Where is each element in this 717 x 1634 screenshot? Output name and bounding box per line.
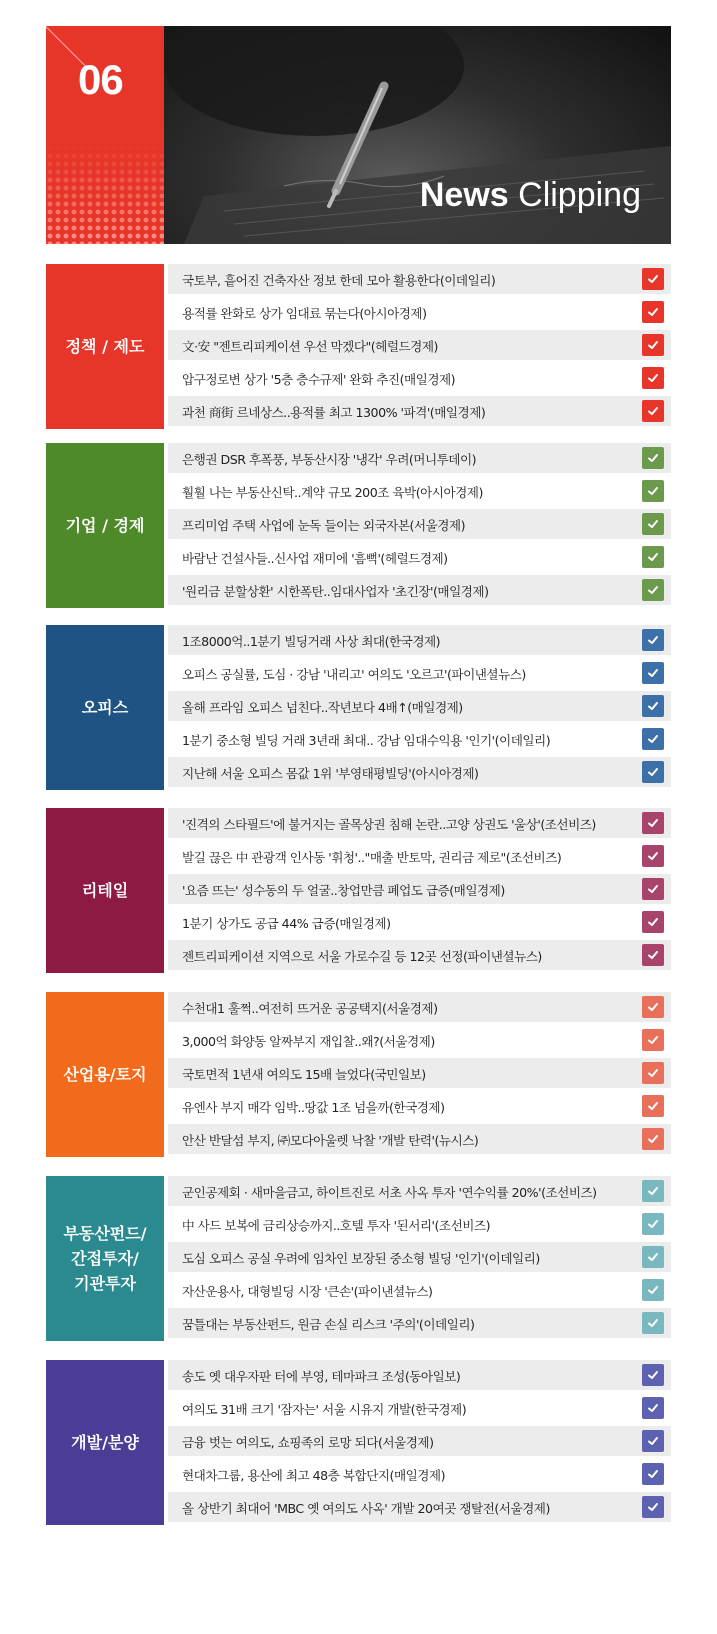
category-label: 부동산펀드/ 간접투자/ 기관투자 xyxy=(46,1176,164,1341)
news-section xyxy=(46,1360,671,1525)
checkmark-icon xyxy=(642,1279,664,1301)
section-number: 06 xyxy=(78,56,123,103)
news-item[interactable] xyxy=(168,1025,671,1055)
news-section xyxy=(46,808,671,973)
news-headline[interactable]: 프리미엄 주택 사업에 눈독 들이는 외국자본(서울경제) xyxy=(182,517,465,533)
news-item[interactable] xyxy=(168,297,671,327)
pen-writing-photo xyxy=(164,26,671,244)
checkmark-icon xyxy=(642,1213,664,1235)
news-headline[interactable]: 도심 오피스 공실 우려에 임차인 보장된 중소형 빌딩 '인기'(이데일리) xyxy=(182,1250,540,1266)
news-list xyxy=(164,625,671,790)
checkmark-icon xyxy=(642,367,664,389)
checkmark-icon xyxy=(642,662,664,684)
news-headline[interactable]: 오피스 공실률, 도심 · 강남 '내리고' 여의도 '오르고'(파이낸셜뉴스) xyxy=(182,666,526,682)
news-item[interactable] xyxy=(168,1242,671,1272)
news-headline[interactable]: 현대차그룹, 용산에 최고 48층 복합단지(매일경제) xyxy=(182,1467,446,1483)
checkmark-icon xyxy=(642,695,664,717)
category-label: 기업 / 경제 xyxy=(46,443,164,608)
checkmark-icon xyxy=(642,812,664,834)
news-headline[interactable]: 文·安 "젠트리피케이션 우선 막겠다"(헤럴드경제) xyxy=(182,338,438,354)
news-headline[interactable]: 지난해 서울 오피스 몸값 1위 '부영태평빌딩'(아시아경제) xyxy=(182,765,479,781)
news-headline[interactable]: 송도 옛 대우자판 터에 부영, 테마파크 조성(동아일보) xyxy=(182,1368,461,1384)
checkmark-icon xyxy=(642,546,664,568)
news-item[interactable] xyxy=(168,1360,671,1390)
news-item[interactable] xyxy=(168,509,671,539)
page-title xyxy=(420,176,641,215)
news-headline[interactable]: '진격의 스타필드'에 불거지는 골목상권 침해 논란..고양 상권도 '울상'(조선비즈) xyxy=(182,816,596,832)
checkmark-icon xyxy=(642,728,664,750)
category-label: 오피스 xyxy=(46,625,164,790)
news-headline[interactable]: 훨훨 나는 부동산신탁..계약 규모 200조 육박(아시아경제) xyxy=(182,484,483,500)
news-headline[interactable]: 올 상반기 최대어 'MBC 옛 여의도 사옥' 개발 20여곳 쟁탈전(서울경제) xyxy=(182,1500,550,1516)
checkmark-icon xyxy=(642,761,664,783)
checkmark-icon xyxy=(642,268,664,290)
news-headline[interactable]: 군인공제회 · 새마을금고, 하이트진로 서초 사옥 투자 '연수익률 20%'(조선비즈) xyxy=(182,1184,597,1200)
news-item[interactable] xyxy=(168,1209,671,1239)
checkmark-icon xyxy=(642,1397,664,1419)
news-item[interactable] xyxy=(168,874,671,904)
checkmark-icon xyxy=(642,944,664,966)
news-item[interactable] xyxy=(168,1492,671,1522)
news-item[interactable] xyxy=(168,1058,671,1088)
checkmark-icon xyxy=(642,911,664,933)
news-item[interactable] xyxy=(168,907,671,937)
news-headline[interactable]: 여의도 31배 크기 '잠자는' 서울 시유지 개발(한국경제) xyxy=(182,1401,467,1417)
checkmark-icon xyxy=(642,447,664,469)
halftone-dots xyxy=(46,144,164,244)
news-section xyxy=(46,264,671,429)
news-item[interactable] xyxy=(168,542,671,572)
section-number-block xyxy=(46,26,164,244)
news-item[interactable] xyxy=(168,625,671,655)
news-headline[interactable]: 발길 끊은 中 관광객 인사동 '휘청'.."매출 반토막, 권리금 제로"(조선비즈) xyxy=(182,849,562,865)
category-label: 정책 / 제도 xyxy=(46,264,164,429)
checkmark-icon xyxy=(642,1128,664,1150)
checkmark-icon xyxy=(642,1095,664,1117)
checkmark-icon xyxy=(642,1246,664,1268)
news-item[interactable] xyxy=(168,1091,671,1121)
news-headline[interactable]: 국토면적 1년새 여의도 15배 늘었다(국민일보) xyxy=(182,1066,426,1082)
news-item[interactable] xyxy=(168,691,671,721)
news-clipping-header xyxy=(46,26,671,244)
checkmark-icon xyxy=(642,334,664,356)
news-item[interactable] xyxy=(168,992,671,1022)
news-headline[interactable]: 용적률 완화로 상가 임대료 묶는다(아시아경제) xyxy=(182,305,427,321)
news-headline[interactable]: 국토부, 흩어진 건축자산 정보 한데 모아 활용한다(이데일리) xyxy=(182,272,496,288)
checkmark-icon xyxy=(642,629,664,651)
checkmark-icon xyxy=(642,1180,664,1202)
checkmark-icon xyxy=(642,480,664,502)
news-item[interactable] xyxy=(168,264,671,294)
news-item[interactable] xyxy=(168,1426,671,1456)
checkmark-icon xyxy=(642,1463,664,1485)
news-list xyxy=(164,1360,671,1525)
news-item[interactable] xyxy=(168,1308,671,1338)
news-headline[interactable]: 은행권 DSR 후폭풍, 부동산시장 '냉각' 우려(머니투데이) xyxy=(182,451,477,467)
news-item[interactable] xyxy=(168,476,671,506)
news-list xyxy=(164,264,671,429)
news-headline[interactable]: 안산 반달섬 부지, ㈜모다아울렛 낙찰 '개발 탄력'(뉴시스) xyxy=(182,1132,479,1148)
news-item[interactable] xyxy=(168,658,671,688)
news-section xyxy=(46,992,671,1157)
news-headline[interactable]: 과천 商街 르네상스..용적률 최고 1300% '파격'(매일경제) xyxy=(182,404,486,420)
news-headline[interactable]: 1분기 중소형 빌딩 거래 3년래 최대.. 강남 임대수익용 '인기'(이데일리) xyxy=(182,732,551,748)
checkmark-icon xyxy=(642,845,664,867)
news-headline[interactable]: 금융 벗는 여의도, 쇼핑족의 로망 되다(서울경제) xyxy=(182,1434,434,1450)
news-section xyxy=(46,1176,671,1341)
news-item[interactable] xyxy=(168,724,671,754)
news-section xyxy=(46,625,671,790)
news-section xyxy=(46,443,671,608)
news-item[interactable] xyxy=(168,330,671,360)
checkmark-icon xyxy=(642,513,664,535)
title-bold: News xyxy=(419,176,509,214)
checkmark-icon xyxy=(642,301,664,323)
checkmark-icon xyxy=(642,1312,664,1334)
news-item[interactable] xyxy=(168,757,671,787)
news-list xyxy=(164,443,671,608)
checkmark-icon xyxy=(642,1430,664,1452)
news-headline[interactable]: 바람난 건설사들..신사업 재미에 '흠뻑'(헤럴드경제) xyxy=(182,550,448,566)
news-headline[interactable]: 3,000억 화양동 알짜부지 재입찰..왜?(서울경제) xyxy=(182,1033,435,1049)
news-item[interactable] xyxy=(168,1393,671,1423)
checkmark-icon xyxy=(642,1062,664,1084)
news-item[interactable] xyxy=(168,1124,671,1154)
news-list xyxy=(164,992,671,1157)
category-label: 개발/분양 xyxy=(46,1360,164,1525)
news-headline[interactable]: 꿈틀대는 부동산펀드, 원금 손실 리스크 '주의'(이데일리) xyxy=(182,1316,475,1332)
checkmark-icon xyxy=(642,878,664,900)
checkmark-icon xyxy=(642,1364,664,1386)
news-item[interactable] xyxy=(168,940,671,970)
checkmark-icon xyxy=(642,400,664,422)
title-light: Clipping xyxy=(518,176,641,214)
news-headline[interactable]: 수천대1 훌쩍..여전히 뜨거운 공공택지(서울경제) xyxy=(182,1000,438,1016)
checkmark-icon xyxy=(642,1496,664,1518)
news-headline[interactable]: 올해 프라임 오피스 넘친다..작년보다 4배↑(매일경제) xyxy=(182,699,463,715)
news-item[interactable] xyxy=(168,808,671,838)
news-headline[interactable]: 젠트리피케이션 지역으로 서울 가로수길 등 12곳 선정(파이낸셜뉴스) xyxy=(182,948,542,964)
news-headline[interactable]: '원리금 분할상환' 시한폭탄..임대사업자 '초긴장'(매일경제) xyxy=(182,583,489,599)
news-headline[interactable]: 압구정로변 상가 '5층 층수규제' 완화 추진(매일경제) xyxy=(182,371,456,387)
checkmark-icon xyxy=(642,579,664,601)
news-headline[interactable]: 유엔사 부지 매각 임박..땅값 1조 넘을까(한국경제) xyxy=(182,1099,445,1115)
news-list xyxy=(164,1176,671,1341)
news-headline[interactable]: 中 사드 보복에 금리상승까지..호텔 투자 '된서리'(조선비즈) xyxy=(182,1217,491,1233)
news-item[interactable] xyxy=(168,575,671,605)
checkmark-icon xyxy=(642,996,664,1018)
news-item[interactable] xyxy=(168,1459,671,1489)
news-list xyxy=(164,808,671,973)
category-label: 리테일 xyxy=(46,808,164,973)
news-item[interactable] xyxy=(168,396,671,426)
news-item[interactable] xyxy=(168,1176,671,1206)
news-item[interactable] xyxy=(168,443,671,473)
news-headline[interactable]: 1분기 상가도 공급 44% 급증(매일경제) xyxy=(182,915,391,931)
checkmark-icon xyxy=(642,1029,664,1051)
news-headline[interactable]: 자산운용사, 대형빌딩 시장 '큰손'(파이낸셜뉴스) xyxy=(182,1283,433,1299)
category-label: 산업용/토지 xyxy=(46,992,164,1157)
news-item[interactable] xyxy=(168,841,671,871)
news-headline[interactable]: 1조8000억..1분기 빌딩거래 사상 최대(한국경제) xyxy=(182,633,441,649)
news-item[interactable] xyxy=(168,1275,671,1305)
news-headline[interactable]: '요즘 뜨는' 성수동의 두 얼굴..창업만큼 폐업도 급증(매일경제) xyxy=(182,882,505,898)
news-item[interactable] xyxy=(168,363,671,393)
